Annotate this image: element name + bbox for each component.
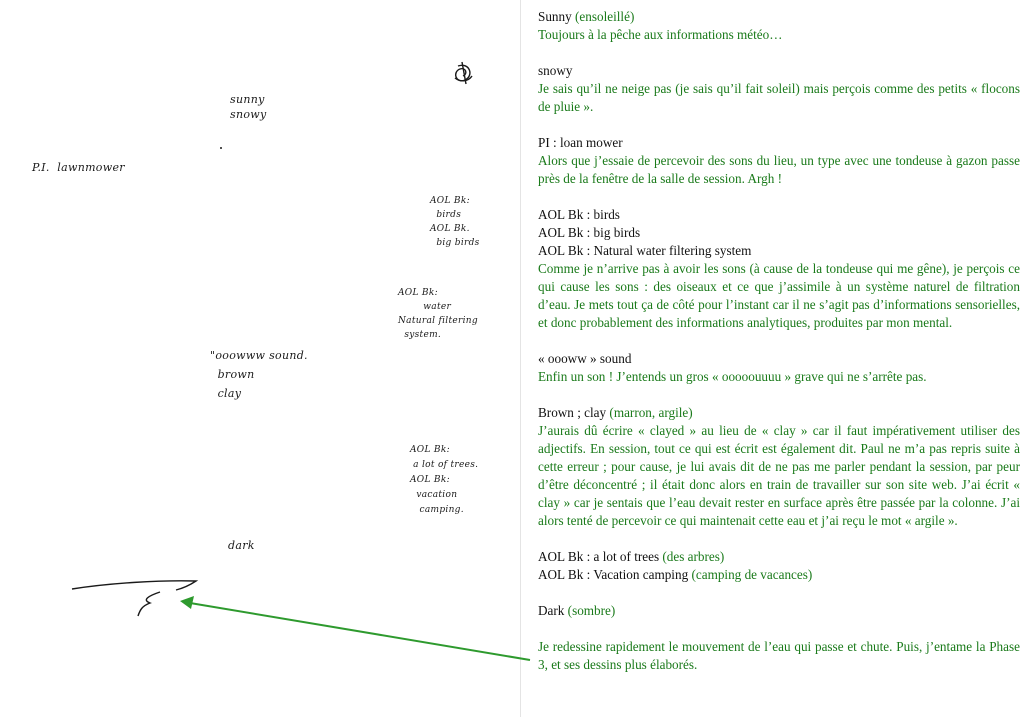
session-word: snowy — [538, 63, 573, 78]
session-word: AOL Bk : Natural water filtering system — [538, 243, 752, 258]
ideogram-sketch-icon — [455, 62, 472, 84]
commentary-text: Enfin un son ! J’entends un gros « ooooouuuu » grave qui ne s’arrête pas. — [538, 369, 927, 384]
note-aol-2: AOL Bk: water Natural filtering system. — [398, 288, 478, 340]
transcript-entry — [538, 350, 1020, 386]
waterfall-sketch-icon — [72, 581, 196, 616]
note-sunny: sunny snowy — [230, 93, 267, 121]
session-word: Dark — [538, 603, 565, 618]
session-transcript — [538, 8, 1020, 692]
note-oooww: "ooowww sound. brown clay — [210, 349, 308, 400]
commentary-text: Je sais qu’il ne neige pas (je sais qu’il fait soleil) mais perçois comme des petits « flocons de pluie ». — [538, 81, 1020, 114]
entry-line — [538, 8, 1020, 26]
transcript-entry — [538, 206, 1020, 332]
transcript-entry — [538, 134, 1020, 188]
entry-line — [538, 62, 1020, 80]
commentary-text: Toujours à la pêche aux informations météo… — [538, 27, 783, 42]
session-word: Brown ; clay — [538, 405, 607, 420]
transcript-entry — [538, 602, 1020, 620]
transcript-entry — [538, 62, 1020, 116]
transcript-entry — [538, 548, 1020, 584]
note-pi: P.I. lawnmower — [32, 161, 125, 174]
entry-line — [538, 404, 1020, 422]
entry-line — [538, 242, 1020, 260]
session-word: AOL Bk : big birds — [538, 225, 641, 240]
entry-line — [538, 206, 1020, 224]
session-word: AOL Bk : birds — [538, 207, 620, 222]
translation-gloss: (camping de vacances) — [691, 567, 813, 582]
commentary-text: Alors que j’essaie de percevoir des sons du lieu, un type avec une tondeuse à gazon passe près de la fenêtre de la salle de session. Argh ! — [538, 153, 1020, 186]
commentary-text: Je redessine rapidement le mouvement de l’eau qui passe et chute. Puis, j’entame la Phase 3, et ses dessins plus élaborés. — [538, 639, 1020, 672]
note-dark: dark — [228, 539, 255, 552]
transcript-entry — [538, 8, 1020, 44]
session-word: « oooww » sound — [538, 351, 632, 366]
translation-gloss: (sombre) — [567, 603, 616, 618]
session-word: PI : loan mower — [538, 135, 623, 150]
entry-line — [538, 134, 1020, 152]
translation-gloss: (des arbres) — [662, 549, 725, 564]
translation-gloss: (marron, argile) — [609, 405, 693, 420]
note-aol-1: AOL Bk: birds AOL Bk. big birds — [430, 196, 480, 248]
entry-line — [538, 602, 1020, 620]
note-aol-3: AOL Bk: a lot of trees. AOL Bk: vacation camping. — [410, 445, 479, 515]
session-word: AOL Bk : Vacation camping — [538, 567, 689, 582]
transcript-entry — [538, 404, 1020, 530]
commentary-text: Comme je n’arrive pas à avoir les sons (à cause de la tondeuse qui me gêne), je perçois ce qui cause les sons : des oiseaux et ce que j’assimile à un système naturel de filtration d’eau. Je mets tout ça de côté pour l’instant car il ne s’agit pas d’informations sensorielles, et donc probablement des informations analytiques, produites par mon mental. — [538, 261, 1020, 330]
commentary-text: J’aurais dû écrire « clayed » au lieu de « clay » car il faut impérativement utiliser des adjectifs. En session, tout ce qui est écrit est également dit. Paul ne m’a pas repris suite à cette erreur ; pour cause, je lui avais dit de ne pas me parler pendant la session, par peur d’être déconcentré ; il était donc alors en train de travailler sur son site web. J’ai écrit « clay » car je sentais que l’eau devait rester en surface après être passée par la colonne. J’ai alors tenté de percevoir ce qui maintenait cette eau et j’ai reçu le mot « argile ». — [538, 423, 1020, 528]
ink-dot — [220, 147, 222, 149]
session-word: AOL Bk : a lot of trees — [538, 549, 660, 564]
translation-gloss: (ensoleillé) — [575, 9, 635, 24]
entry-line — [538, 548, 1020, 566]
entry-line — [538, 224, 1020, 242]
session-word: Sunny — [538, 9, 572, 24]
transcript-entry — [538, 638, 1020, 674]
entry-line — [538, 350, 1020, 368]
entry-line — [538, 566, 1020, 584]
